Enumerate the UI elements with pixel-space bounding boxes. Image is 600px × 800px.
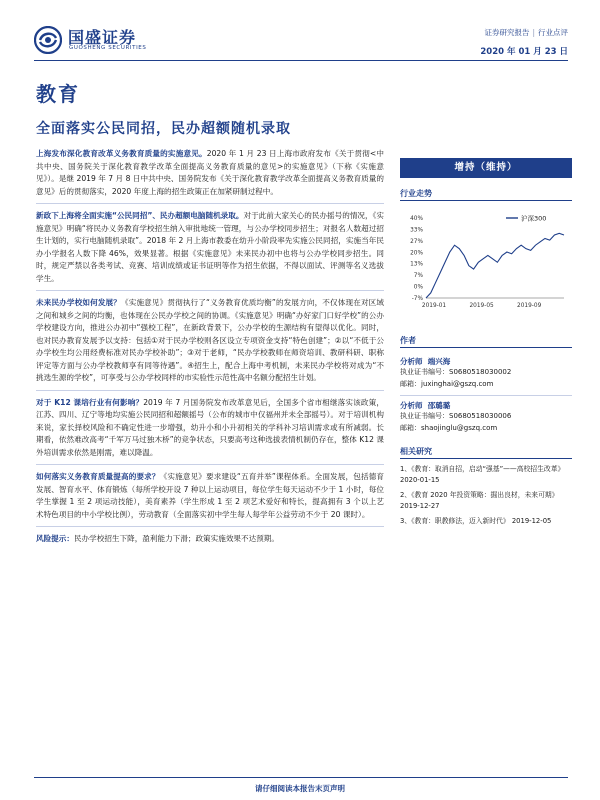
- related-list: [400, 464, 572, 527]
- report-date: 2020 年 01 月 23 日: [480, 47, 568, 57]
- brand-logo: [34, 26, 184, 56]
- analyst-2-heading: [400, 400, 572, 411]
- chart-legend: [506, 214, 546, 223]
- paragraph-divider: [36, 464, 384, 465]
- x-tick-label: 2019-09: [517, 303, 542, 309]
- related-item-2-title: 2、《教育 2020 年投资策略：掘出良材，未来可期》: [400, 491, 559, 499]
- related-item-3-date: 2019-12-05: [511, 517, 552, 525]
- related-item-1[interactable]: [400, 464, 572, 486]
- paragraph-2: [36, 210, 384, 285]
- related-item-3-title: 3、《教育：职教修法，迈入新时代》: [400, 517, 510, 525]
- x-tick-label: 2019-01: [421, 303, 447, 309]
- y-tick-label: 20%: [410, 250, 423, 257]
- related-item-2[interactable]: [400, 490, 572, 512]
- paragraph-4-body: 2019 年 7 月国务院发布改革意见后，全国多个省市相继落实该政策，江苏、四川、辽宁等地均实施公民同招和超额摇号（公布的城市中仅福州并未全部摇号）。对于培训机构来说，家长择校风险和不确定性进一步增强，幼升小和小升初相关的学科补习培训需求或有所减弱。长期看，依然难改高考“千军万马过独木桥”的竞争状态，只要高考这种选拔表情机制仍存在，整体 K12 课外培训需求依然是刚需，难以降温。: [36, 397, 384, 457]
- paragraph-1: [36, 148, 384, 198]
- paragraph-1-body: 2020 年 1 月 23 日上海市政府发布《关于贯彻<中共中央、国务院关于深化教育教学改革全面提高义务教育质量的意见>的实施意见》（下称《实施意见》）。是继 2019 年 7 月 8 日中共中央、国务院发布《关于深化教育教学改革全面提高义务教育质量的意见》后的贯彻落实，2020 年度上海的招生政策正在加紧研制过程中。: [36, 149, 385, 196]
- paragraph-divider: [36, 526, 384, 527]
- paragraph-divider: [36, 203, 384, 204]
- related-item-1-date: 2020-01-15: [400, 476, 440, 484]
- y-tick-label: 27%: [410, 238, 423, 245]
- header-divider: [34, 60, 568, 61]
- author-divider: [400, 347, 572, 348]
- industry-title: 教育: [36, 82, 80, 106]
- logo-cn-text: 国盛证券: [68, 28, 137, 47]
- analyst-1: [400, 356, 572, 390]
- paragraph-1-lead: 上海发布深化教育改革义务教育质量的实施意见。: [36, 149, 207, 158]
- analyst-2-name: 邵璐璐: [427, 401, 451, 410]
- paragraph-6-lead: 风险提示：: [36, 534, 74, 543]
- legend-label: 沪深300: [521, 214, 547, 223]
- analyst-1-email: 邮箱：juxinghai@gszq.com: [400, 379, 494, 388]
- paragraph-5-body: 《实施意见》要求建设“五育并举”课程体系。全面发展，包括德育发展、智育水平、体育锻炼（每所学校开设 7 种以上运动项目，每位学生每天运动不少于 1 小时，每位学生掌握 1 至 2 项运动技能），美育素养（学生形成 1 至 2 项艺术爱好和特长，提高拥有 3 个以上艺术特色项目的中小学校比例），劳动教育（全面落实初中学生每人每学年公益劳动不少于 20 课时）。: [36, 472, 384, 519]
- analyst-1-name: 端兴海: [427, 357, 451, 366]
- paragraph-divider: [36, 390, 384, 391]
- y-tick-label: 7%: [413, 273, 423, 280]
- paragraph-4-lead: 对于 K12 课培行业有何影响？: [36, 397, 144, 407]
- trend-divider: [400, 200, 572, 201]
- separator-icon: |: [532, 28, 535, 37]
- analyst-divider: [400, 395, 572, 396]
- related-item-2-date: 2019-12-27: [400, 502, 440, 510]
- author-title: 作者: [400, 336, 416, 345]
- paragraph-5: [36, 471, 384, 521]
- footer-divider: [34, 777, 568, 778]
- main-body: [36, 148, 384, 546]
- y-tick-label: 0%: [413, 284, 423, 291]
- y-axis: [410, 216, 423, 302]
- report-category-label: 行业点评: [538, 28, 568, 37]
- logo-en-text: GUOSHENG SECURITIES: [69, 45, 147, 51]
- paragraph-2-lead: 新政下上海将全面实施“公民同招”、民办超额电脑随机录取。: [36, 211, 244, 220]
- trend-chart: [404, 208, 574, 318]
- y-tick-label: 33%: [410, 227, 423, 234]
- paragraph-4: [36, 397, 384, 460]
- chart-series: [426, 233, 564, 298]
- analyst-2-email: 邮箱：shaojinglu@gszq.com: [400, 423, 498, 432]
- paragraph-5-lead: 如何落实义务教育质量提高的要求？: [36, 472, 160, 481]
- x-tick-label: 2019-05: [469, 303, 494, 309]
- report-type-label: 证券研究报告: [484, 28, 530, 37]
- paragraph-3: [36, 297, 384, 385]
- series-line: [426, 233, 564, 298]
- x-axis: [422, 298, 564, 309]
- related-item-1-title: 1、《教育：取消自招，启动“强基”——高校招生改革》: [400, 465, 565, 473]
- related-divider: [400, 458, 572, 459]
- analyst-2: [400, 400, 572, 434]
- footer-disclaimer: 请仔细阅读本报告末页声明: [255, 784, 345, 793]
- trend-title: 行业走势: [400, 189, 432, 198]
- analyst-1-license: 执业证书编号：S0680518030002: [400, 368, 512, 376]
- rating-badge: 增持（维持）: [400, 158, 572, 178]
- paragraph-6-body: 民办学校招生下降，盈利能力下滑；政策实施效果不达预期。: [73, 534, 279, 543]
- related-title: 相关研究: [400, 447, 432, 456]
- logo-mark-icon: [34, 26, 62, 54]
- paragraph-6: [36, 533, 384, 546]
- analyst-1-role: 分析师: [400, 357, 423, 366]
- paragraph-3-lead: 未来民办学校如何发展？: [36, 298, 121, 307]
- paragraph-divider: [36, 290, 384, 291]
- paragraph-2-body: 对于此前大家关心的民办摇号的情况，《实施意见》明确“将民办义务教育学校招生纳入审批地统一管理，与公办学校同步招生；对报名人数超过招生计划的，实行电脑随机录取”。2018 年 2 月上海市教委在幼升小阶段率先实施公民同招，实施当年民办小学报名人数下降 46%，效果显著。根据《实施意见》未来民办初中也将与公办学校同步招生。同时，规定严禁以各类考试、竞赛、培训成绩或证书证明等作为招生依据，不得以面试、评测等名义选拔学生。: [36, 211, 385, 283]
- y-tick-label: 40%: [410, 216, 423, 222]
- report-headline: 全面落实公民同招，民办超额随机录取: [36, 121, 291, 137]
- related-item-3[interactable]: [400, 516, 572, 527]
- y-tick-label: -7%: [411, 296, 423, 302]
- analyst-2-role: 分析师: [400, 401, 423, 410]
- y-tick-label: 13%: [410, 261, 423, 268]
- report-type: [484, 27, 568, 38]
- paragraph-3-body: 《实施意见》贯彻执行了“义务教育优质均衡”的发展方向，不仅体现在对区域之间和城乡之间的均衡，也体现在公民办学校之间的协调。《实施意见》明确“办好家门口好学校”的公办学校建设方向，推进公办初中“强校工程”，在新政背景下，公办学校的生源结构有望得以优化。同时，也对民办教育发展予以支持：包括①对于民办学校则各区设立专项资金支持“特色创建”；②以“不低于公办学校生均公用经费标准对民办学校补助”；③对于老师，“民办学校教师在师资培训、教研科研、职称评定等方面与公办学校教师享有同等待遇”。④招生上，配合上海中考机制，未来民办学校将对成为“不挑选生源的学校”，可享受与公办学校同样的市实验性示范性高中名额分配招生计划。: [36, 298, 384, 382]
- analyst-1-heading: [400, 356, 572, 367]
- analyst-2-license: 执业证书编号：S0680518030006: [400, 412, 512, 420]
